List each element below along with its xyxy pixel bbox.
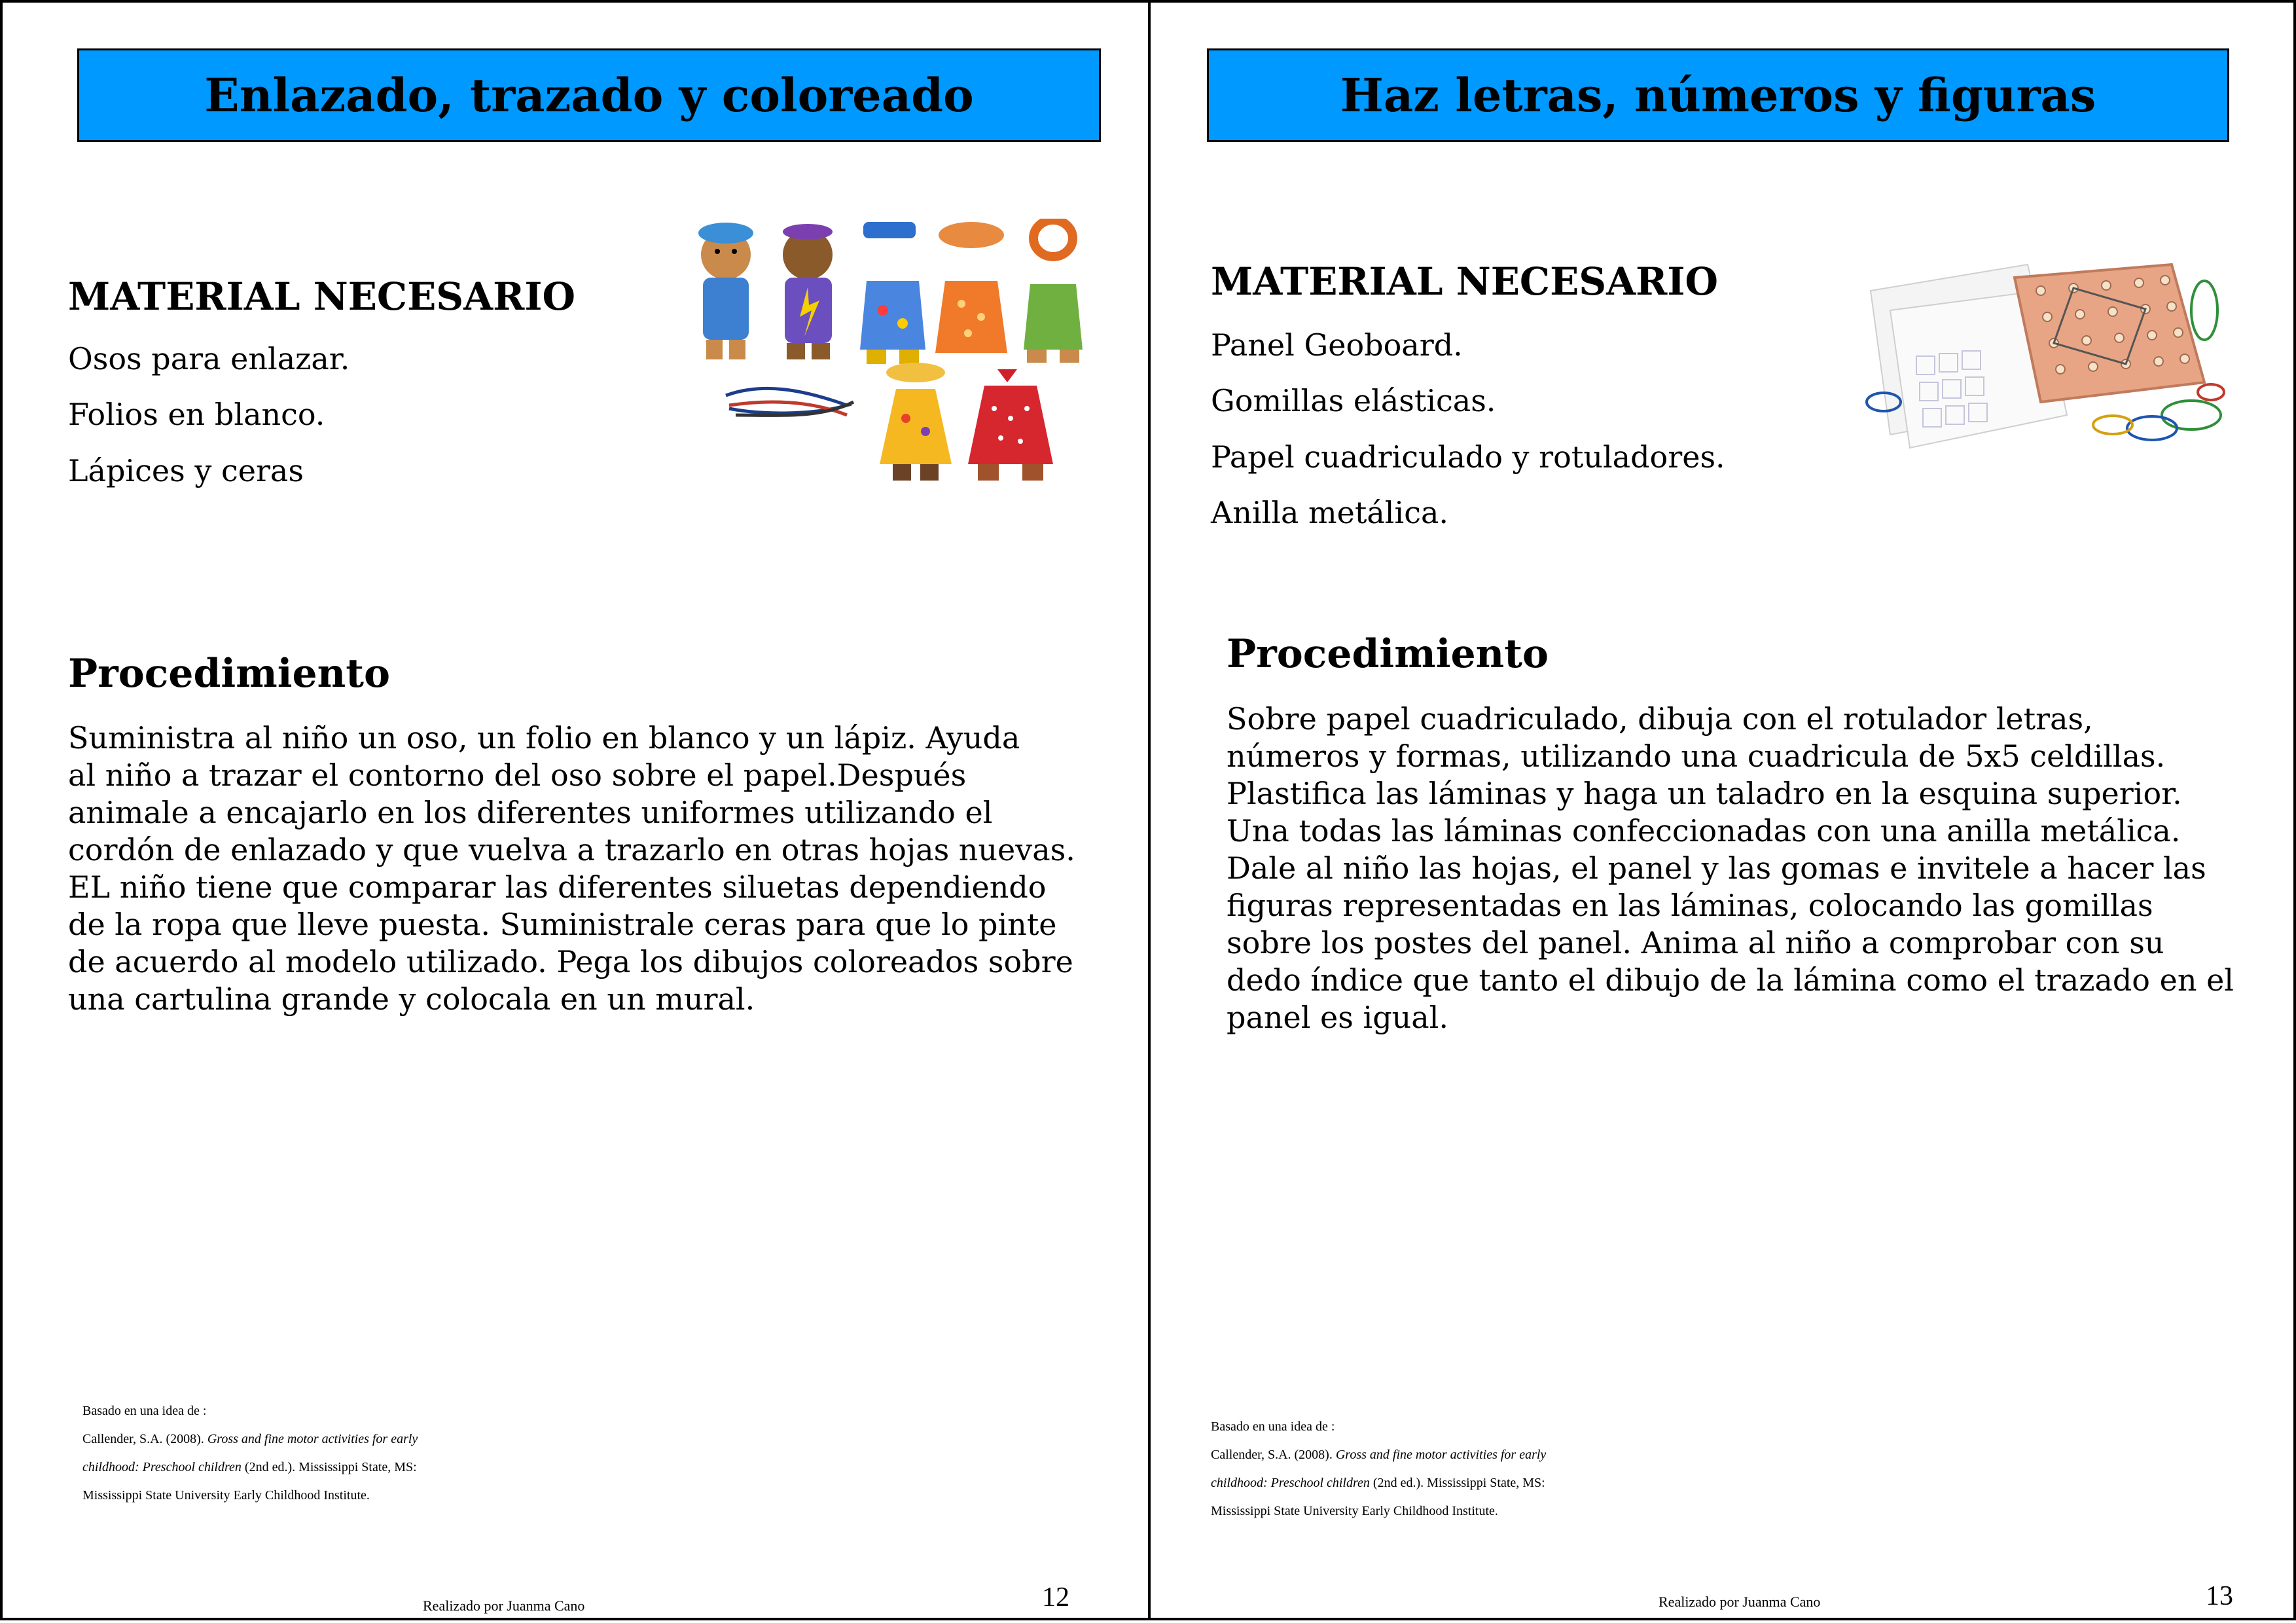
- reference-intro: Basado en una idea de :: [82, 1404, 207, 1418]
- right-page: [1148, 0, 2296, 1620]
- reference-line-2: [82, 1453, 418, 1482]
- right-material-heading: MATERIAL NECESARIO: [1211, 259, 1719, 304]
- reference-line-3: Mississippi State University Early Childhood Institute.: [1211, 1504, 1498, 1518]
- left-page-title: Enlazado, trazado y coloreado: [77, 48, 1101, 142]
- reference-intro: Basado en una idea de :: [1211, 1419, 1335, 1434]
- right-procedure-heading: Procedimiento: [1227, 631, 1549, 677]
- lacing-bears-illustration-icon: [683, 219, 1102, 487]
- procedure-line: figuras representadas en las láminas, colocando las gomillas: [1227, 888, 2153, 923]
- procedure-line: sobre los postes del panel. Anima al niño a comprobar con su: [1227, 925, 2164, 960]
- right-page-number: 13: [2206, 1581, 2233, 1611]
- procedure-line: dedo índice que tanto el dibujo de la lámina como el trazado en el: [1227, 962, 2234, 998]
- procedure-line: cordón de enlazado y que vuelva a trazarlo en otras hojas nuevas.: [68, 832, 1075, 867]
- left-material-item: Lápices y ceras: [68, 453, 304, 488]
- left-procedure-heading: Procedimiento: [68, 651, 391, 697]
- procedure-line: EL niño tiene que comparar las diferentes siluetas dependiendo: [68, 869, 1047, 905]
- reference-text: (2nd ed.). Mississippi State, MS:: [241, 1460, 417, 1474]
- geoboard-illustration-icon: [1864, 251, 2231, 467]
- procedure-line: de acuerdo al modelo utilizado. Pega los dibujos coloreados sobre: [68, 944, 1073, 979]
- procedure-line: Suministra al niño un oso, un folio en blanco y un lápiz. Ayuda: [68, 720, 1020, 756]
- procedure-line: una cartulina grande y colocala en un mural.: [68, 981, 755, 1017]
- reference-text: Callender, S.A. (2008).: [1211, 1448, 1336, 1462]
- reference-line-2: [1211, 1469, 1546, 1497]
- reference-title: childhood: Preschool children: [82, 1460, 242, 1474]
- procedure-line: Plastifica las láminas y haga un taladro en la esquina superior.: [1227, 776, 2182, 811]
- procedure-line: panel es igual.: [1227, 1000, 1449, 1035]
- right-reference: [1211, 1413, 1546, 1525]
- right-material-item: Papel cuadriculado y rotuladores.: [1211, 439, 1725, 475]
- reference-title: childhood: Preschool children: [1211, 1476, 1370, 1490]
- left-reference: [82, 1397, 418, 1510]
- right-procedure-text: [1227, 701, 2234, 1036]
- left-page-number: 12: [1042, 1582, 1069, 1613]
- right-material-item: Gomillas elásticas.: [1211, 383, 1496, 418]
- procedure-line: números y formas, utilizando una cuadricula de 5x5 celdillas.: [1227, 739, 2166, 774]
- right-page-title: Haz letras, números y figuras: [1207, 48, 2229, 142]
- procedure-line: Dale al niño las hojas, el panel y las gomas e invitele a hacer las: [1227, 850, 2206, 886]
- procedure-line: Una todas las láminas confeccionadas con una anilla metálica.: [1227, 813, 2181, 848]
- left-material-item: Folios en blanco.: [68, 397, 325, 432]
- reference-line-1: [82, 1425, 418, 1453]
- right-material-item: Anilla metálica.: [1211, 495, 1449, 530]
- left-material-heading: MATERIAL NECESARIO: [68, 274, 576, 319]
- procedure-line: al niño a trazar el contorno del oso sobre el papel.Después: [68, 757, 967, 793]
- left-procedure-text: [68, 720, 1075, 1018]
- left-material-item: Osos para enlazar.: [68, 341, 350, 376]
- reference-text: Callender, S.A. (2008).: [82, 1432, 207, 1446]
- reference-line-3: Mississippi State University Early Childhood Institute.: [82, 1488, 370, 1503]
- reference-text: (2nd ed.). Mississippi State, MS:: [1369, 1476, 1545, 1490]
- right-material-item: Panel Geoboard.: [1211, 327, 1463, 363]
- right-footer-credit: Realizado por Juanma Cano: [1659, 1594, 1821, 1610]
- procedure-line: animale a encajarlo en los diferentes uniformes utilizando el: [68, 795, 993, 830]
- reference-title: Gross and fine motor activities for early: [1335, 1448, 1547, 1462]
- reference-line-1: [1211, 1441, 1546, 1469]
- procedure-line: de la ropa que lleve puesta. Suministrale ceras para que lo pinte: [68, 907, 1057, 942]
- procedure-line: Sobre papel cuadriculado, dibuja con el rotulador letras,: [1227, 701, 2093, 737]
- left-footer-credit: Realizado por Juanma Cano: [423, 1597, 585, 1614]
- reference-title: Gross and fine motor activities for early: [207, 1432, 418, 1446]
